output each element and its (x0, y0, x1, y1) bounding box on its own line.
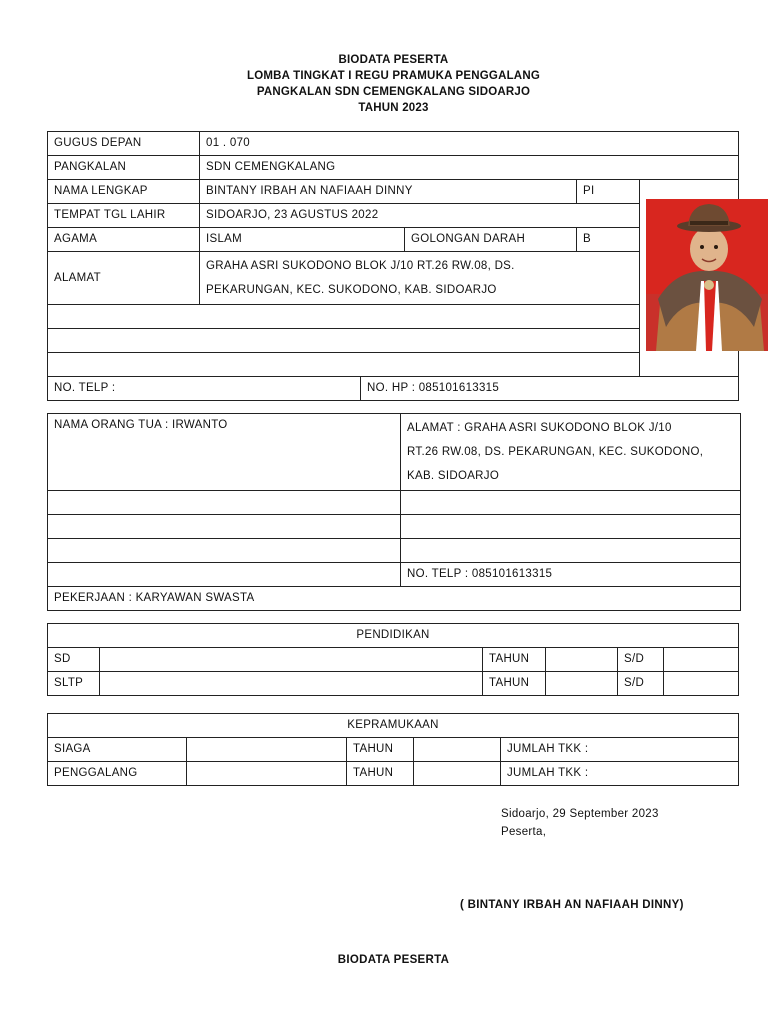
title-line-2: LOMBA TINGKAT I REGU PRAMUKA PENGGALANG (247, 70, 540, 82)
empty-cell (100, 672, 483, 696)
parent-address-line-2: RT.26 RW.08, DS. PEKARUNGAN, KEC. SUKODONO, (407, 446, 704, 458)
kepramukaan-tkk: JUMLAH TKK : (501, 762, 739, 786)
goldar-value: B (577, 228, 640, 252)
gender-value: PI (577, 180, 640, 204)
empty-cell (401, 539, 741, 563)
empty-cell (48, 515, 401, 539)
alamat-label: ALAMAT (48, 252, 200, 305)
title-line-4: TAHUN 2023 (358, 102, 429, 114)
scout-portrait-photo (646, 199, 768, 351)
parent-address (401, 414, 741, 491)
photo-cell (640, 180, 739, 377)
pendidikan-level: SLTP (48, 672, 100, 696)
empty-cell (187, 738, 347, 762)
pangkalan-label: PANGKALAN (48, 156, 200, 180)
empty-cell (664, 648, 739, 672)
pendidikan-level: SD (48, 648, 100, 672)
signature-role: Peserta, (501, 826, 547, 838)
parent-address-line-3: KAB. SIDOARJO (407, 470, 500, 482)
empty-row (48, 305, 640, 329)
hp-field: NO. HP : 085101613315 (361, 377, 739, 401)
empty-cell (414, 762, 501, 786)
empty-cell (48, 539, 401, 563)
signature-name: ( BINTANY IRBAH AN NAFIAAH DINNY) (460, 899, 684, 911)
pangkalan-value: SDN CEMENGKALANG (200, 156, 739, 180)
agama-value: ISLAM (200, 228, 405, 252)
pendidikan-table (47, 623, 739, 696)
gugus-label: GUGUS DEPAN (48, 132, 200, 156)
parent-table (47, 413, 741, 611)
pendidikan-sd: S/D (618, 672, 664, 696)
alamat-value (200, 252, 640, 305)
empty-cell (401, 515, 741, 539)
pendidikan-heading: PENDIDIKAN (48, 624, 739, 648)
empty-cell (546, 648, 618, 672)
empty-cell (48, 491, 401, 515)
kepramukaan-table (47, 713, 739, 786)
empty-cell (546, 672, 618, 696)
gugus-value: 01 . 070 (200, 132, 739, 156)
ttl-value: SIDOARJO, 23 AGUSTUS 2022 (200, 204, 640, 228)
alamat-line-1: GRAHA ASRI SUKODONO BLOK J/10 RT.26 RW.08, DS. (206, 260, 515, 272)
parent-job: PEKERJAAN : KARYAWAN SWASTA (48, 587, 741, 611)
document-title (0, 52, 768, 116)
empty-cell (401, 491, 741, 515)
empty-cell (664, 672, 739, 696)
goldar-label: GOLONGAN DARAH (405, 228, 577, 252)
kepramukaan-tahun: TAHUN (347, 738, 414, 762)
parent-address-line-1: ALAMAT : GRAHA ASRI SUKODONO BLOK J/10 (407, 422, 672, 434)
pendidikan-tahun: TAHUN (483, 672, 546, 696)
title-line-1: BIODATA PESERTA (338, 54, 449, 66)
kepramukaan-level: PENGGALANG (48, 762, 187, 786)
empty-cell (414, 738, 501, 762)
participant-table (47, 131, 739, 401)
telp-field: NO. TELP : (48, 377, 361, 401)
empty-cell (100, 648, 483, 672)
kepramukaan-level: SIAGA (48, 738, 187, 762)
parent-telp: NO. TELP : 085101613315 (401, 563, 741, 587)
parent-name: NAMA ORANG TUA : IRWANTO (48, 414, 401, 491)
alamat-line-2: PEKARUNGAN, KEC. SUKODONO, KAB. SIDOARJO (206, 284, 497, 296)
nama-value: BINTANY IRBAH AN NAFIAAH DINNY (200, 180, 577, 204)
ttl-label: TEMPAT TGL LAHIR (48, 204, 200, 228)
empty-cell (187, 762, 347, 786)
pendidikan-tahun: TAHUN (483, 648, 546, 672)
signature-place-date: Sidoarjo, 29 September 2023 (501, 808, 659, 820)
empty-row (48, 329, 640, 353)
kepramukaan-tahun: TAHUN (347, 762, 414, 786)
pendidikan-sd: S/D (618, 648, 664, 672)
kepramukaan-heading: KEPRAMUKAAN (48, 714, 739, 738)
next-page-title: BIODATA PESERTA (337, 954, 450, 966)
title-line-3: PANGKALAN SDN CEMENGKALANG SIDOARJO (256, 86, 531, 98)
agama-label: AGAMA (48, 228, 200, 252)
nama-label: NAMA LENGKAP (48, 180, 200, 204)
kepramukaan-tkk: JUMLAH TKK : (501, 738, 739, 762)
empty-row (48, 353, 640, 377)
empty-cell (48, 563, 401, 587)
